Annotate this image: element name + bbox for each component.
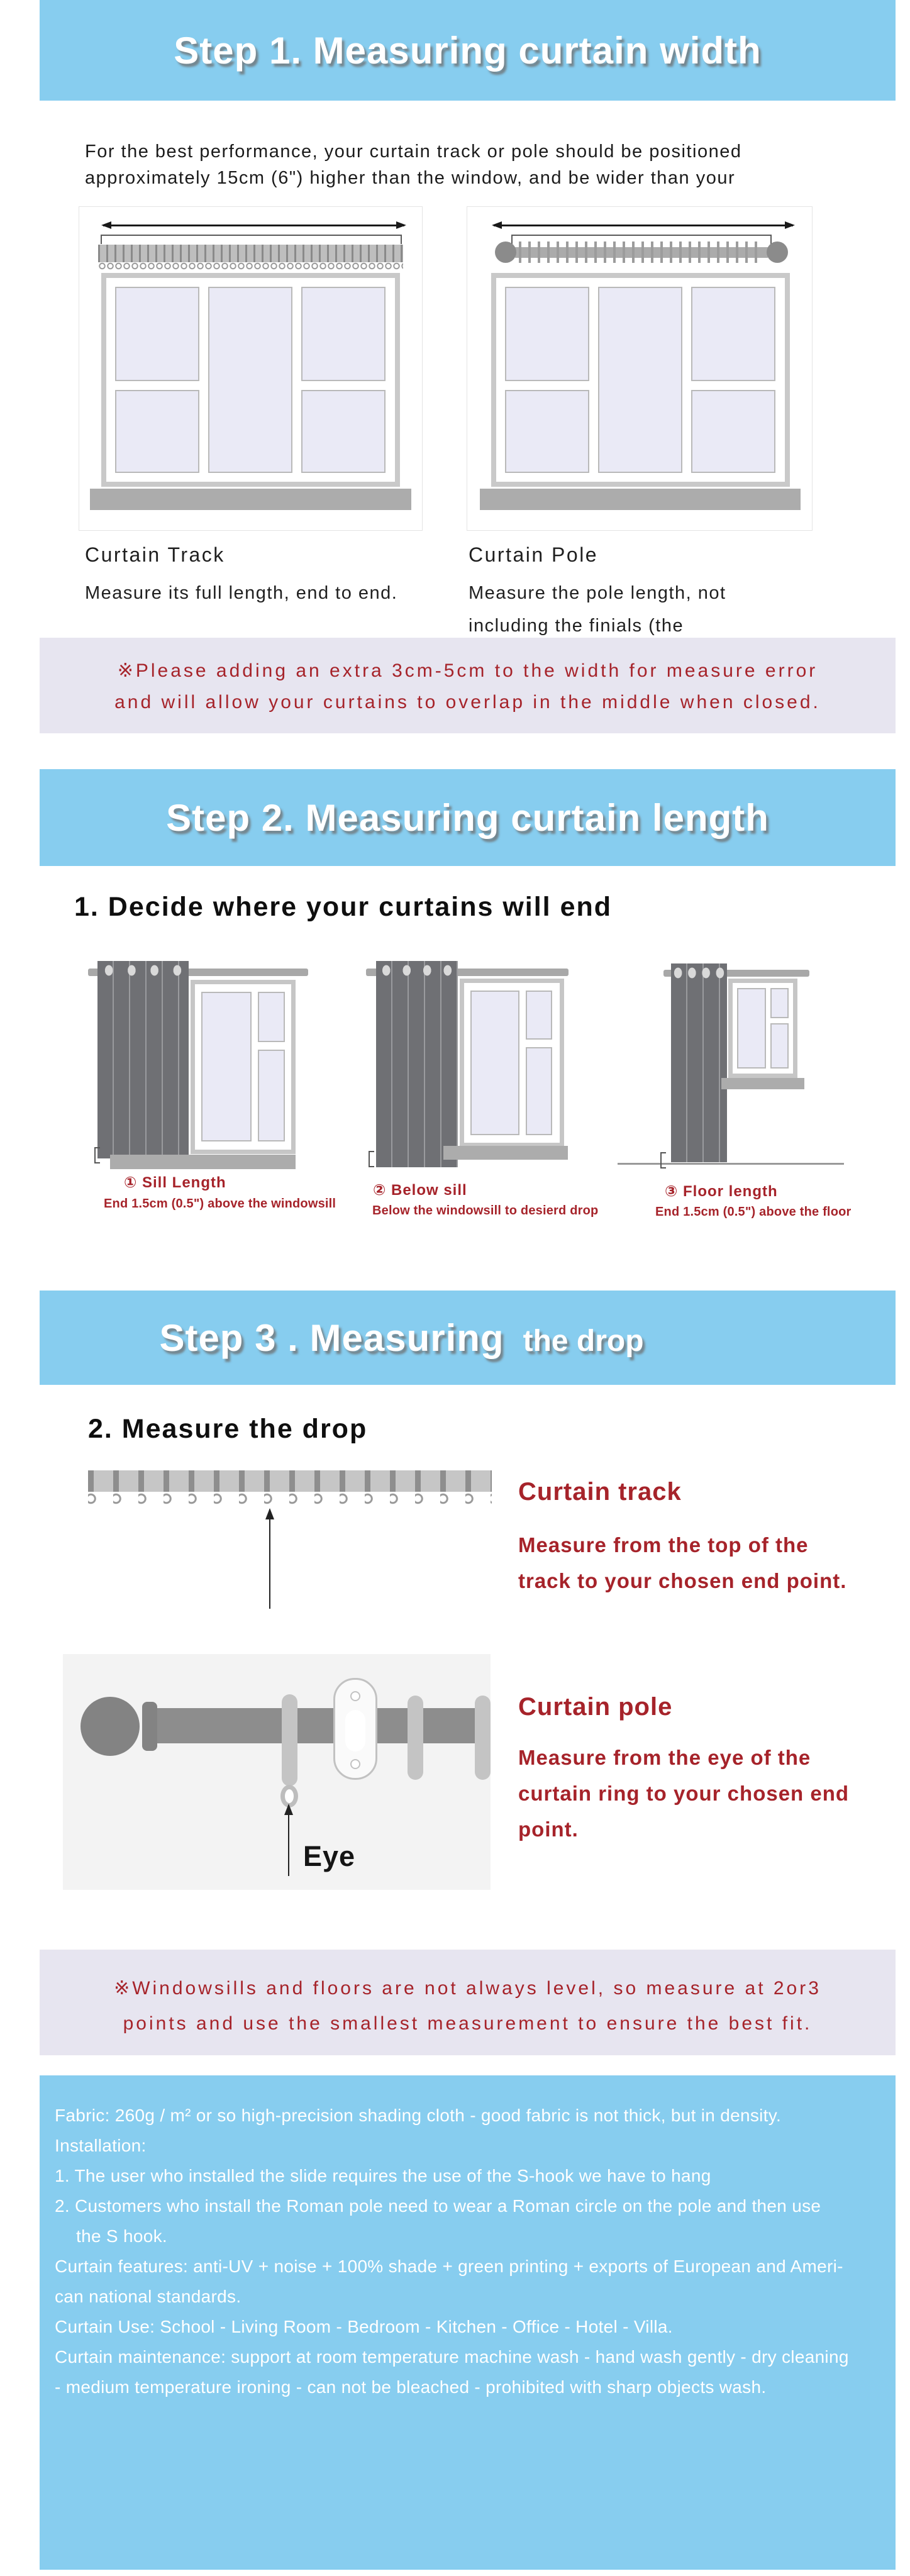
width-measure-note	[40, 638, 896, 733]
window	[460, 979, 564, 1147]
curtain-track-strip	[98, 245, 403, 262]
info-line: Fabric: 260g / m² or so high-precision shading cloth - good fabric is not thick, but in density.	[55, 2106, 782, 2125]
curtain-pole-eye-diagram	[63, 1654, 491, 1890]
curtain-ring	[475, 1696, 491, 1780]
curtain-track-title: Curtain track	[518, 1478, 682, 1506]
curtain-track-text-line2: track to your chosen end point.	[518, 1569, 847, 1592]
window	[491, 273, 790, 487]
option3-title: ③ Floor length	[665, 1183, 778, 1200]
curtain-pole-text-line1: Measure from the eye of the	[518, 1746, 811, 1769]
window-pane	[505, 287, 589, 381]
window-pane	[258, 1050, 285, 1141]
window-sill	[90, 489, 411, 510]
step2-banner	[40, 769, 896, 866]
curtain-track-strip	[88, 1470, 492, 1492]
measure-bracket	[101, 235, 402, 244]
floor-line	[618, 1163, 844, 1165]
window-pane	[691, 287, 775, 381]
info-line: Curtain Use: School - Living Room - Bedroom - Kitchen - Office - Hotel - Villa.	[55, 2317, 673, 2336]
window-pane	[737, 988, 766, 1069]
curtain-panel-below-sill	[376, 961, 458, 1167]
window-pane	[470, 991, 519, 1135]
window-sill	[443, 1146, 568, 1160]
window-pane	[115, 390, 199, 473]
info-line: can national standards.	[55, 2287, 241, 2306]
width-note-line1: ※Please adding an extra 3cm-5cm to the width for measure error	[117, 660, 818, 681]
curtain-pole-window-diagram	[467, 206, 813, 531]
window-pane	[301, 390, 386, 473]
option1-title: ① Sill Length	[124, 1174, 226, 1191]
bracket-screw-hole	[350, 1691, 360, 1701]
pole-finial-collar	[142, 1702, 157, 1751]
window-pane	[201, 992, 252, 1141]
step2-banner-title: Step 2. Measuring curtain length	[166, 796, 769, 839]
curtain-track-caption-title: Curtain Track	[85, 543, 225, 566]
curtain-pole-text-line3: point.	[518, 1818, 579, 1841]
curtain-track-caption	[85, 543, 397, 609]
step3-banner	[40, 1291, 896, 1385]
step1-intro-line2: approximately 15cm (6") higher than the window, and be wider than your	[85, 168, 736, 188]
width-note-line2: and will allow your curtains to overlap in the middle when closed.	[114, 692, 821, 713]
curtain-pole-caption-title: Curtain Pole	[469, 543, 599, 566]
info-line: Curtain maintenance: support at room temperature machine wash - hand wash gently - dry cleaning	[55, 2347, 849, 2367]
info-line: 2. Customers who install the Roman pole need to wear a Roman circle on the pole and then use	[55, 2196, 821, 2216]
step2-heading: 1. Decide where your curtains will end	[74, 892, 613, 922]
window-sill	[721, 1078, 804, 1089]
gap-bracket	[660, 1152, 666, 1169]
curtain-pole-caption	[469, 543, 726, 642]
curtain-pole-text	[518, 1740, 849, 1847]
level-measure-note	[40, 1950, 896, 2055]
curtain-pole-rings	[519, 242, 764, 263]
curtain-pole-text-line2: curtain ring to your chosen end	[518, 1782, 850, 1805]
window-pane	[258, 992, 285, 1042]
step3-banner-title: Step 3 . Measuring	[159, 1316, 504, 1359]
window	[728, 979, 797, 1078]
window-frame	[496, 278, 785, 482]
bracket-slot	[345, 1710, 365, 1752]
window-sill	[110, 1155, 296, 1169]
window-pane	[301, 287, 386, 381]
window-pane	[598, 287, 682, 473]
pole-finial-left	[495, 242, 516, 263]
wall-bracket-plate	[333, 1678, 377, 1780]
info-line: the S hook.	[76, 2226, 167, 2246]
gap-bracket	[369, 1151, 374, 1167]
step3-banner-subtitle: the drop	[523, 1324, 644, 1358]
curtain-panel-floor-length	[671, 963, 727, 1162]
bracket-screw-hole	[350, 1759, 360, 1769]
curtain-grommets	[97, 961, 189, 980]
window-frame	[195, 984, 291, 1150]
pole-finial-right	[767, 242, 788, 263]
curtain-track-caption-text: Measure its full length, end to end.	[85, 583, 398, 603]
step1-banner-title: Step 1. Measuring curtain width	[174, 29, 762, 72]
curtain-pole-title: Curtain pole	[518, 1693, 673, 1721]
eye-label: Eye	[303, 1840, 356, 1872]
info-line: Curtain features: anti-UV + noise + 100% shade + green printing + exports of European and Ameri-	[55, 2257, 843, 2276]
product-info-block	[40, 2075, 896, 2570]
step1-intro-paragraph	[85, 138, 741, 191]
window-pane	[115, 287, 199, 381]
curtain-pole-bar	[145, 1708, 491, 1743]
curtain-track-window-diagram	[79, 206, 423, 531]
window-pane	[770, 1023, 789, 1069]
window-pane	[770, 988, 789, 1018]
curtain-pole-caption-line1: Measure the pole length, not	[469, 583, 726, 603]
curtain-track-text	[518, 1527, 846, 1599]
step3-heading: 2. Measure the drop	[88, 1414, 368, 1444]
step1-intro-line1: For the best performance, your curtain track or pole should be positioned	[85, 142, 742, 162]
window	[191, 980, 296, 1154]
gap-bracket	[94, 1147, 100, 1163]
window-pane	[526, 991, 552, 1040]
window-sill	[480, 489, 801, 510]
curtain-grommets	[376, 961, 458, 980]
curtain-grommets	[671, 963, 727, 982]
curtain-ring	[282, 1694, 297, 1786]
width-measure-arrow	[103, 225, 404, 226]
window	[101, 273, 400, 487]
option1-desc: End 1.5cm (0.5") above the windowsill	[104, 1197, 336, 1211]
curtain-track-glider-loops	[88, 1492, 492, 1507]
info-line: - medium temperature ironing - can not be bleached - prohibited with sharp objects wash.	[55, 2377, 767, 2397]
drop-measure-arrow	[269, 1509, 270, 1609]
window-pane	[526, 1047, 552, 1135]
window-pane	[691, 390, 775, 473]
pole-finial-ball	[80, 1697, 140, 1756]
curtain-track-glider-loops	[98, 262, 403, 271]
info-line: 1. The user who installed the slide requires the use of the S-hook we have to hang	[55, 2166, 711, 2185]
step1-banner	[40, 0, 896, 101]
option3-desc: End 1.5cm (0.5") above the floor	[655, 1205, 852, 1219]
window-frame	[464, 983, 560, 1143]
curtain-track-text-line1: Measure from the top of the	[518, 1533, 809, 1557]
window-pane	[208, 287, 292, 473]
window-frame	[106, 278, 395, 482]
info-line: Installation:	[55, 2136, 147, 2155]
option2-desc: Below the windowsill to desierd drop	[372, 1204, 599, 1218]
eye-pointer-arrow	[288, 1805, 289, 1876]
option2-title: ② Below sill	[373, 1182, 467, 1199]
window-pane	[505, 390, 589, 473]
level-note-line2: points and use the smallest measurement to ensure the best fit.	[123, 2013, 813, 2034]
level-note-line1: ※Windowsills and floors are not always level, so measure at 2or3	[114, 1978, 821, 1999]
width-measure-arrow	[494, 225, 793, 226]
curtain-ring	[408, 1696, 423, 1780]
curtain-panel-sill-length	[97, 961, 189, 1158]
curtain-pole-caption-line2: including the finials (the	[469, 616, 684, 636]
window-frame	[733, 983, 793, 1074]
